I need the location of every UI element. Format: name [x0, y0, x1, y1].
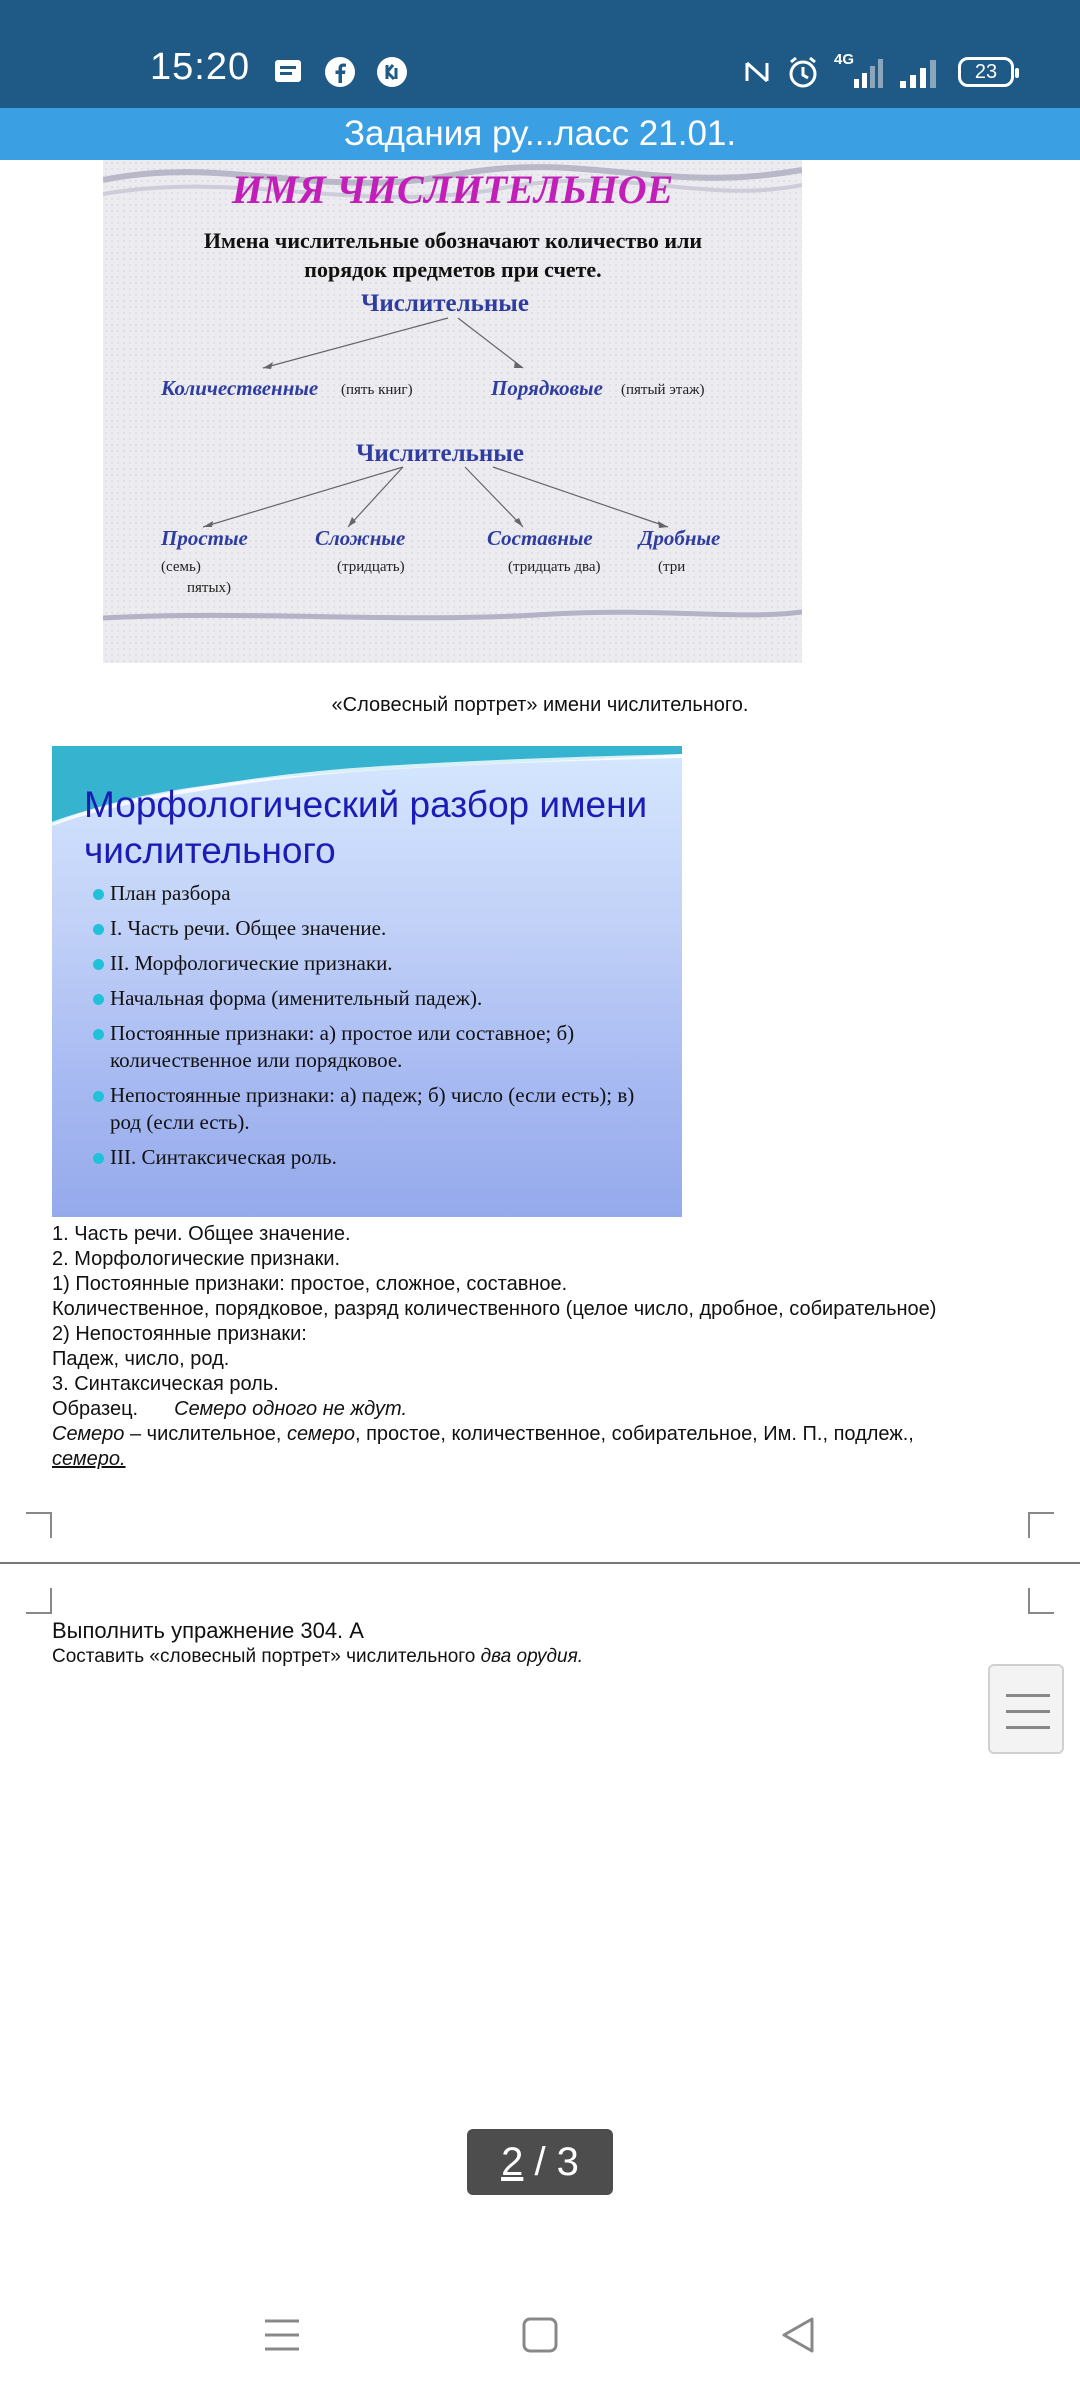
sample-line: [52, 1397, 1052, 1422]
alarm-icon: [786, 55, 820, 89]
battery-level: 23: [974, 60, 998, 83]
note-line: Падеж, число, род.: [52, 1348, 230, 1370]
slide-decoration-bottom: [103, 600, 802, 663]
bullet-icon: [93, 994, 104, 1005]
page-corner-mark: [26, 1588, 52, 1614]
menu-icon: [1006, 1694, 1050, 1697]
label-drobnye: Дробные: [639, 526, 721, 550]
network-type: 4G: [834, 51, 855, 68]
note-line: 1) Постоянные признаки: простое, сложное, составное.: [52, 1273, 568, 1295]
note-line: Количественное, порядковое, разряд количественного (целое число, дробное, собирательное): [52, 1298, 937, 1320]
note-line: 3. Синтаксическая роль.: [52, 1373, 279, 1395]
bullet-icon: [93, 1029, 104, 1040]
slide1-title: ИМЯ ЧИСЛИТЕЛЬНОЕ: [231, 167, 674, 212]
back-icon[interactable]: [778, 2315, 818, 2355]
analysis-word: семеро: [286, 1423, 355, 1445]
list-item: II. Морфологические признаки.: [90, 950, 650, 977]
nfc-icon: [742, 57, 772, 87]
list-item: Непостоянные признаки: а) падеж; б) число (если есть); в) род (если есть).: [90, 1082, 650, 1136]
menu-icon: [1006, 1710, 1050, 1713]
status-bar: [0, 0, 1080, 108]
label-kolichestvennye: Количественные: [161, 376, 319, 400]
document-title-bar[interactable]: [0, 108, 1080, 160]
example-sostavnye: (тридцать два): [508, 559, 601, 575]
message-icon: [272, 56, 304, 88]
example-drobnye: (три: [658, 559, 686, 575]
bullet-icon: [93, 924, 104, 935]
slide1-description: Имена числительные обозначают количество или порядок предметов при счете.: [203, 228, 703, 282]
label-prostye: Простые: [161, 526, 248, 550]
analysis-notes: [52, 1222, 1052, 1472]
list-item: Начальная форма (именительный падеж).: [90, 985, 650, 1012]
example-poryadkovye: (пятый этаж): [621, 382, 705, 398]
page-current: 2: [501, 2140, 524, 2184]
note-line: 2) Непостоянные признаки:: [52, 1323, 307, 1345]
example-kolichestvennye: (пять книг): [341, 382, 413, 398]
analysis-line: [52, 1422, 1052, 1447]
battery-icon: [958, 57, 1014, 87]
bullet-icon: [93, 889, 104, 900]
analysis-text: , простое, количественное, собирательное, Им. П., подлеж.,: [354, 1423, 914, 1445]
page-total: 3: [556, 2140, 579, 2184]
note-line: 2. Морфологические признаки.: [52, 1248, 341, 1270]
status-right: [742, 50, 1014, 94]
label-slozhnye: Сложные: [315, 526, 406, 550]
example-prostye-cont: пятых): [187, 580, 232, 596]
menu-button[interactable]: [988, 1664, 1064, 1754]
slide2-plan-list: [90, 880, 650, 1179]
page-indicator[interactable]: [467, 2129, 613, 2195]
list-item: I. Часть речи. Общее значение.: [90, 915, 650, 942]
assignment-line: Выполнить упражнение 304. А: [52, 1618, 364, 1643]
signal2-icon: [898, 55, 944, 89]
bullet-icon: [93, 1091, 104, 1102]
example-prostye: (семь): [161, 559, 201, 575]
page-separator: /: [523, 2140, 557, 2184]
assignment-text: [52, 1618, 583, 1670]
note-line: 1. Часть речи. Общее значение.: [52, 1223, 351, 1245]
list-item: III. Синтаксическая роль.: [90, 1144, 650, 1171]
document-title: Задания ру...ласс 21.01.: [343, 114, 737, 153]
analysis-word-underlined: семеро.: [52, 1448, 126, 1470]
recent-apps-icon[interactable]: [262, 2315, 302, 2355]
slide-morphology-image: [52, 746, 682, 1217]
analysis-word: Семеро: [52, 1423, 125, 1445]
vk-icon: [376, 56, 408, 88]
label-sostavnye: Составные: [487, 526, 593, 550]
page-corner-mark: [26, 1512, 52, 1538]
analysis-text: – числительное,: [124, 1423, 287, 1445]
slide1-heading-2: Числительные: [356, 440, 524, 467]
signal-icon: [834, 51, 884, 89]
facebook-icon: [324, 56, 356, 88]
page-corner-mark: [1028, 1512, 1054, 1538]
slide-numeral-image: [103, 160, 802, 663]
page-corner-mark: [1028, 1588, 1054, 1614]
example-slozhnye: (тридцать): [337, 559, 405, 575]
bullet-icon: [93, 959, 104, 970]
sample-text: Семеро одного не ждут.: [174, 1398, 407, 1420]
label-poryadkovye: Порядковые: [491, 376, 603, 400]
home-icon[interactable]: [520, 2315, 560, 2355]
slide-caption: «Словесный портрет» имени числительного.: [331, 694, 749, 716]
slide1-heading-1: Числительные: [361, 290, 529, 317]
sample-label: Образец.: [52, 1398, 139, 1420]
navigation-bar: [0, 2285, 1080, 2400]
slide2-title: Морфологический разбор имени числительного: [84, 784, 648, 871]
bullet-icon: [93, 1153, 104, 1164]
menu-icon: [1006, 1726, 1050, 1729]
list-item: План разбора: [90, 880, 650, 907]
analysis-line-end: [52, 1447, 1052, 1472]
page-divider: [0, 1562, 1080, 1564]
assignment-line: Составить «словесный портрет» числительного два орудия.: [52, 1646, 584, 1667]
status-time: 15:20: [150, 46, 251, 88]
list-item: Постоянные признаки: а) простое или составное; б) количественное или порядковое.: [90, 1020, 650, 1074]
